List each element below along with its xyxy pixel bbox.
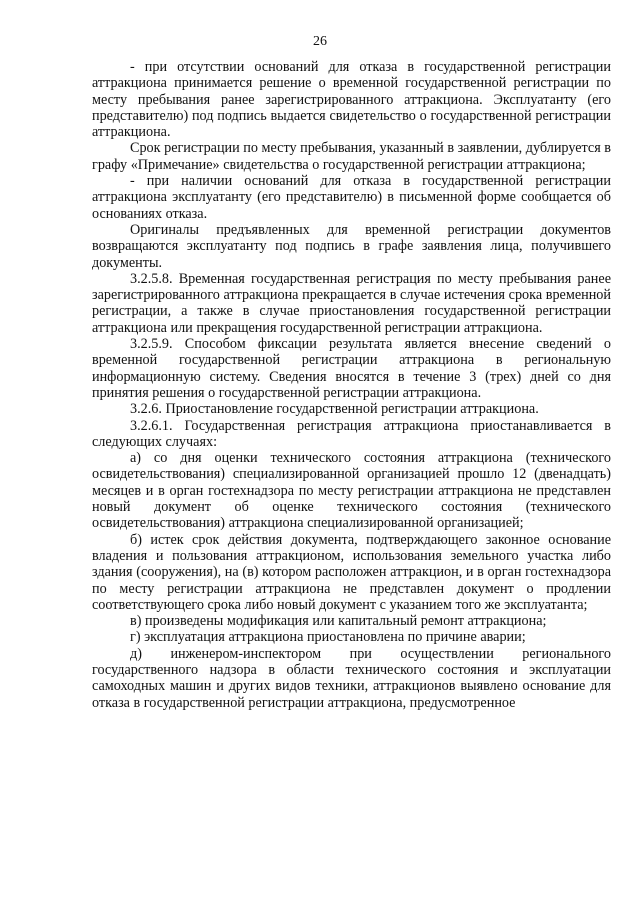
paragraph-3-2-6: 3.2.6. Приостановление государственной регистрации аттракциона. — [130, 401, 539, 418]
document-body — [92, 59, 611, 711]
page-number: 26 — [313, 34, 327, 49]
list-item-g: г) эксплуатация аттракциона приостановлена по причине аварии; — [130, 629, 526, 646]
paragraph-refusal-absent: - при отсутствии оснований для отказа в государственной регистрации аттракциона принимается решение о временной государственной регистрации по месту пребывания ранее зарегистрированного аттракциона. Эксплуатанту (его представителю) под подпись выдается свидетельство о государственной регистрации аттракциона. — [92, 59, 611, 141]
paragraph-3-2-5-9: 3.2.5.9. Способом фиксации результата является внесение сведений о временной государственной регистрации аттракциона в региональную информационную систему. Сведения вносятся в течение 3 (трех) дней со дня принятия решения о государственной регистрации аттракциона. — [92, 336, 611, 401]
list-item-b: б) истек срок действия документа, подтверждающего законное основание владения и пользования аттракционом, использования земельного участка либо здания (сооружения), на (в) котором расположен аттракцион, и в орган гостехнадзора по месту регистрации аттракциона не представлен документ о продлении соответствующего срока либо новый документ с указанием того же эксплуатанта; — [92, 531, 611, 613]
paragraph-refusal-present: - при наличии оснований для отказа в государственной регистрации аттракциона эксплуатанту (его представителю) в письменной форме сообщается об основаниях отказа. — [92, 173, 611, 222]
list-item-a: а) со дня оценки технического состояния аттракциона (технического освидетельствования) специализированной организацией прошло 12 (двенадцать) месяцев и в орган гостехнадзора по месту регистрации аттракциона не представлен новый документ об оценке технического состояния (технического освидетельствования) аттракциона специализированной организацией; — [92, 450, 611, 532]
paragraph-3-2-5-8: 3.2.5.8. Временная государственная регистрация по месту пребывания ранее зарегистрированного аттракциона прекращается в случае истечения срока временной регистрации, а также в случае приостановления государственной регистрации аттракциона или прекращения государственной регистрации аттракциона. — [92, 270, 611, 336]
paragraph-3-2-6-1: 3.2.6.1. Государственная регистрация аттракциона приостанавливается в следующих случаях: — [92, 417, 611, 450]
paragraph-originals-returned: Оригиналы предъявленных для временной регистрации документов возвращаются эксплуатанту под подпись в графе заявления лица, получившего документы. — [92, 221, 611, 271]
list-item-v: в) произведены модификация или капитальный ремонт аттракциона; — [130, 613, 547, 630]
list-item-d: д) инженером-инспектором при осуществлении регионального государственного надзора в области технического состояния и эксплуатации самоходных машин и других видов техники, аттракционов выявлено основание для отказа в государственной регистрации аттракциона, предусмотренное — [92, 645, 611, 711]
paragraph-registration-term: Срок регистрации по месту пребывания, указанный в заявлении, дублируется в графу «Примечание» свидетельства о государственной регистрации аттракциона; — [92, 140, 611, 173]
